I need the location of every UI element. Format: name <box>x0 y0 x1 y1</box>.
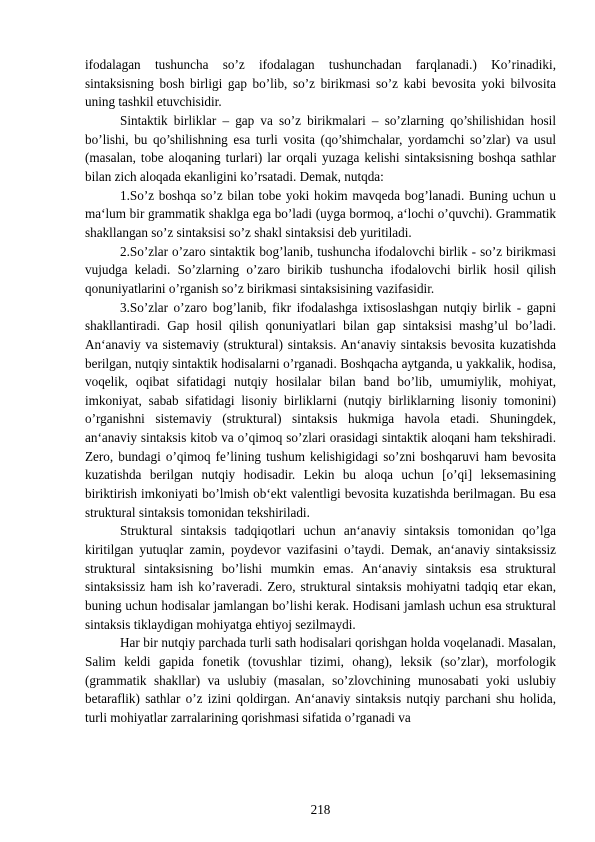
paragraph-point-1: 1.So’z boshqa so’z bilan tobe yoki hokim mavqeda bog’lanadi. Buning uchun u ma‘lum bir grammatik shaklga ega bo’ladi (uyga bormoq, a‘lochi o’quvchi). Grammatik shakllangan so’z sintaksisi so’z shakl sintaksisi deb yuritiladi. <box>85 187 556 240</box>
paragraph-point-3: 3.So’zlar o’zaro bog’lanib, fikr ifodalashga ixtisoslashgan nutqiy birlik - gapni shakllantiradi. Gap hosil qilish qonuniyatlari bilan gap sintaksisi mashg’ul bo’ladi. An‘anaviy va sistemaviy (struktural) sintaksis. An‘anaviy sintaksis bevosita kuzatishda berilgan, nutqiy sintaktik hodisalarni o’rganadi. Boshqacha aytganda, u yakkalik, hodisa, voqelik, oqibat sifatidagi nutqiy hosilalar bilan band bo’lib, umumiylik, mohiyat, imkoniyat, sabab sifatidagi lisoniy birliklarni (nutqiy birliklarning lisoniy tomonini) o’rganishni sistemaviy (struktural) sintaksis hukmiga havola etadi. Shuningdek, an‘anaviy sintaksis kitob va o’qimoq so’zlari orasidagi sintaktik aloqani ham tekshiradi. Zero, bundagi o’qimoq fe’lining tushum kelishigidagi so’zni boshqaruvi ham bevosita kuzatishda berilgan nutqiy hodisadir. Lekin bu aloqa uchun [o’qi] leksemasining biriktirish imkoniyati bo’lmish ob‘ekt valentligi bevosita kuzatishda berilmagan. Bu esa struktural sintaksis tomonidan tekshiriladi. <box>85 299 556 520</box>
page-number <box>0 802 595 818</box>
paragraph-structural-syntax: Struktural sintaksis tadqiqotlari uchun an‘anaviy sintaksis tomonidan qo’lga kiritilgan yutuqlar zamin, poydevor vazifasini o’taydi. Demak, an‘anaviy sintaksissiz struktural sintaksisning bo’lishi mumkin emas. An‘anaviy sintaksis esa struktural sintaksissiz ham ish ko’raveradi. Zero, struktural sintaksis mohiyatni tadqiq etar ekan, buning uchun hodisalar jamlangan bo’lishi kerak. Hodisani jamlash uchun esa struktural sintaksis tiklaydigan mohiyatga ehtiyoj sezilmaydi. <box>85 523 556 632</box>
document-page <box>85 56 556 728</box>
paragraph-continuation: ifodalagan tushuncha so’z ifodalagan tushunchadan farqlanadi.) Ko’rinadiki, sintaksisning bosh birligi gap bo’lib, so’z birikmasi so’z kabi bevosita yoki bilvosita uning tashkil etuvchisidir. <box>85 57 556 110</box>
paragraph-speech-fragment: Har bir nutqiy parchada turli sath hodisalari qorishgan holda voqelanadi. Masalan, Salim keldi gapida fonetik (tovushlar tizimi, ohang), leksik (so’zlar), morfologik (grammatik shakllar) va uslubiy (masalan, so’zlovchining munosabati yoki uslubiy betaraflik) sathlar o’z izini qoldirgan. An‘anaviy sintaksis nutqiy parchani shu holida, turli mohiyatlar zarralarining qorishmasi sifatida o’rganadi va <box>85 635 556 725</box>
page-number-text: 218 <box>310 802 331 817</box>
paragraph-point-2: 2.So’zlar o’zaro sintaktik bog’lanib, tushuncha ifodalovchi birlik - so’z birikmasi vujudga keladi. So’zlarning o’zaro birikib tushuncha ifodalovchi birlik hosil qilish qonuniyatlarini o’rganish so’z birikmasi sintaksisining vazifasidir. <box>85 243 556 296</box>
paragraph-syntactic-units: Sintaktik birliklar – gap va so’z birikmalari – so’zlarning qo’shilishidan hosil bo’lishi, bu qo’shilishning esa turli vosita (qo’shimchalar, yordamchi so’zlar) va usul (masalan, tobe aloqaning turlari) lar orqali yuzaga kelishi sintaksisning boshqa sathlar bilan zich aloqada ekanligini ko’rsatadi. Demak, nutqda: <box>85 112 556 184</box>
